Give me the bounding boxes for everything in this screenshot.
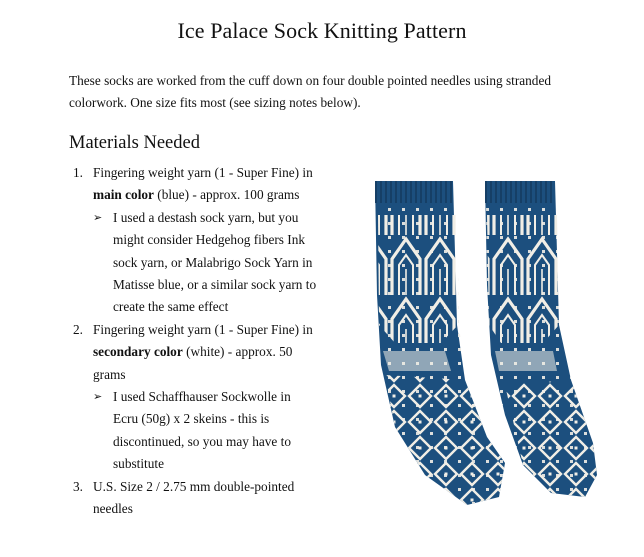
item-bold-text: secondary color — [93, 344, 183, 360]
item-text: (blue) - approx. 100 grams — [153, 187, 300, 203]
sub-item — [93, 207, 319, 319]
item-text: Fingering weight yarn (1 - Super Fine) in — [93, 165, 313, 180]
item-text: U.S. Size 2 / 2.75 mm double-pointed needles — [93, 478, 295, 517]
item-number: 2. — [73, 321, 83, 337]
right-sock — [485, 181, 597, 497]
sub-item — [93, 386, 319, 476]
intro-paragraph: These socks are worked from the cuff down on four double pointed needles using stranded colorwork. One size fits most (see sizing notes below). — [69, 73, 552, 110]
materials-item — [69, 319, 319, 476]
sub-item-text: I used Schaffhauser Sockwolle in Ecru (50g) x 2 skeins - this is discontinued, so you may have to substitute — [113, 389, 292, 472]
materials-heading: Materials Needed — [69, 133, 200, 153]
arrow-bullet-icon: ➢ — [93, 211, 103, 224]
item-bold-text: main color — [93, 187, 154, 203]
materials-item — [69, 476, 319, 521]
item-number: 3. — [73, 478, 83, 494]
item-number: 1. — [73, 165, 83, 180]
socks-photo — [355, 175, 601, 510]
page-title: Ice Palace Sock Knitting Pattern — [177, 18, 467, 43]
left-sock — [375, 181, 505, 505]
materials-item — [69, 162, 319, 319]
item-text: Fingering weight yarn (1 - Super Fine) in — [93, 321, 313, 337]
item-text: (white) - approx. 50 grams — [93, 344, 293, 382]
sub-item-text: I used a destash sock yarn, but you might consider Hedgehog fibers Ink sock yarn, or Malabrigo Sock Yarn in Matisse blue, or a similar sock yarn to create the same effect — [113, 209, 317, 315]
materials-list — [69, 162, 319, 521]
arrow-bullet-icon: ➢ — [93, 391, 103, 404]
